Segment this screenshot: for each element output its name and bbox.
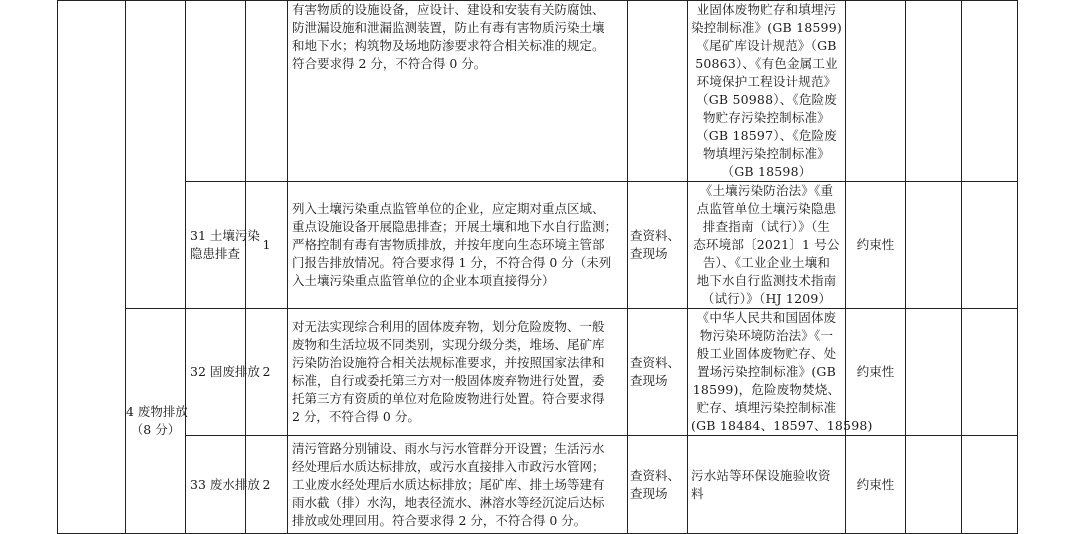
requirement-cell	[288, 1, 628, 182]
blank-cell	[906, 182, 962, 309]
table-row	[58, 182, 1018, 309]
basis-cell	[688, 309, 873, 436]
basis-line: (GB 18484、18597、18598)	[691, 418, 873, 433]
basis-line: 告）、《工业企业土壤和	[702, 255, 831, 270]
item-cell	[186, 182, 260, 309]
blank-cell	[962, 436, 1018, 534]
basis-line: （试行）》（HJ 1209）	[701, 291, 832, 306]
requirement-cell	[288, 182, 628, 309]
category-line: 4 废物排放	[126, 404, 188, 419]
basis-line: 态环境部〔2021〕1 号公	[693, 237, 840, 252]
basis-line: 排查指南（试行）》（生	[702, 219, 831, 234]
basis-line: 点监管单位土壤污染隐患	[696, 201, 837, 216]
requirement-line: 门报告排放情况。符合要求得 1 分，不符合得 0 分（未列	[292, 255, 612, 270]
blank-cell	[906, 436, 962, 534]
requirement-line: 和地下水；构筑物及场地防渗要求符合相关标准的规定。	[292, 38, 605, 53]
requirement-line: 严格控制有毒有害物质排放，并按年度向生态环境主管部	[292, 237, 605, 252]
basis-line: （GB 18597）、《危险废	[696, 128, 837, 143]
basis-line: 业固体废物贮存和填埋污	[696, 2, 837, 17]
method-line: 查资料、	[630, 467, 681, 483]
requirement-line: 有害物质的设施设备，应设计、建设和安装有关防腐蚀、	[292, 2, 605, 17]
blank-cell	[906, 1, 962, 182]
table-row	[58, 309, 1018, 436]
score-cell: 2	[246, 436, 288, 534]
basis-line: 般工业固体废物贮存、处	[696, 346, 837, 361]
requirement-cell	[288, 309, 628, 436]
method-line: 查资料、	[630, 228, 681, 243]
basis-line: （GB 50988）、《危险废	[696, 92, 837, 107]
method-line: 查现场	[630, 373, 668, 388]
nature-cell: 约束性	[846, 436, 906, 534]
blank-cell	[962, 1, 1018, 182]
basis-line: 地下水自行监测技术指南	[696, 273, 837, 288]
category-line: （8 分）	[130, 422, 181, 437]
basis-line: 《中华人民共和国固体废	[696, 310, 837, 325]
method-cell	[628, 182, 688, 309]
requirement-line: 托第三方有资质的单位对危险废物进行处置。符合要求得	[292, 391, 605, 406]
method-cell	[628, 309, 688, 436]
basis-line: 物填埋污染控制标准》	[702, 146, 830, 161]
score-cell: 2	[246, 309, 288, 436]
blank-cell	[126, 1, 186, 309]
item-cell	[186, 436, 260, 534]
basis-line: 料	[691, 485, 704, 501]
basis-line: 《尾矿库设计规范》（GB	[696, 38, 837, 53]
requirement-line: 清污管路分别铺设、雨水与污水管群分开设置；生活污水	[292, 440, 605, 456]
nature-cell: 约束性	[846, 309, 906, 436]
requirement-line: 防泄漏设施和泄漏监测装置，防止有毒有害物质污染土壤	[292, 20, 605, 35]
requirement-line: 入土壤污染重点监管单位的企业本项直接得分）	[292, 273, 555, 288]
basis-line: 贮存、填埋污染控制标准	[696, 400, 837, 415]
basis-line: 环境保护工程设计规范》	[696, 74, 837, 89]
requirement-line: 列入土壤污染重点监管单位的企业，应定期对重点区域、	[292, 201, 605, 216]
requirement-line: 符合要求得 2 分，不符合得 0 分。	[292, 56, 487, 71]
score-cell: 1	[246, 182, 288, 309]
item-line: 31 土壤污染	[190, 228, 260, 243]
table-row	[58, 436, 1018, 534]
blank-cell	[628, 1, 688, 182]
item-line: 32 固废排放	[190, 364, 260, 379]
standards-table	[57, 0, 1018, 534]
basis-line: 物贮存污染控制标准》	[702, 110, 830, 125]
basis-line: 《土壤污染防治法》《重	[699, 183, 834, 198]
basis-line: 染控制标准》(GB 18599)	[691, 20, 842, 35]
requirement-line: 工业废水经处理后水质达标排放；尾矿库、排土场等建有	[292, 476, 605, 492]
method-cell	[628, 436, 688, 534]
blank-cell	[246, 1, 288, 182]
requirement-line: 对无法实现综合利用的固体废弃物，划分危险废物、一般	[292, 319, 605, 334]
requirement-line: 标准，自行或委托第三方对一般固体废弃物进行处置，委	[292, 373, 605, 388]
blank-cell	[58, 1, 126, 534]
blank-cell	[962, 182, 1018, 309]
basis-cell	[688, 182, 846, 309]
blank-cell	[846, 1, 906, 182]
requirement-line: 污染防治设施符合相关法规标准要求，并按照国家法律和	[292, 355, 605, 370]
blank-cell	[962, 309, 1018, 436]
basis-line: 污水站等环保设施验收资	[691, 467, 831, 483]
basis-cell	[688, 1, 846, 182]
basis-line: 置场污染控制标准》(GB	[697, 364, 836, 379]
blank-cell	[906, 309, 962, 436]
table-row	[58, 1, 1018, 182]
requirement-line: 2 分，不符合得 0 分。	[292, 409, 420, 424]
category-cell	[126, 309, 186, 534]
requirement-line: 排放或处理回用。符合要求得 2 分，不符合得 0 分。	[292, 512, 587, 528]
method-line: 查资料、	[630, 355, 681, 370]
item-line: 33 废水排放	[190, 476, 260, 492]
requirement-line: 雨水截（排）水沟，地表径流水、淋溶水等经沉淀后达标	[292, 494, 605, 510]
method-line: 查现场	[630, 246, 668, 261]
requirement-line: 经处理后水质达标排放，或污水直接排入市政污水管网；	[292, 458, 605, 474]
basis-cell	[688, 436, 846, 534]
requirement-line: 重点设施设备开展隐患排查；开展土壤和地下水自行监测；	[292, 219, 618, 234]
basis-line: 50863）、《有色金属工业	[695, 56, 838, 71]
basis-line: （GB 18598）	[721, 164, 812, 179]
item-cell	[186, 309, 260, 436]
basis-line: 物污染环境防治法》《一	[699, 328, 834, 343]
blank-cell	[186, 1, 246, 182]
basis-line: 18599)，危险废物焚烧、	[692, 382, 841, 397]
item-line: 隐患排查	[190, 246, 241, 261]
requirement-cell	[288, 436, 628, 534]
method-line: 查现场	[630, 485, 668, 501]
nature-cell: 约束性	[846, 182, 906, 309]
requirement-line: 废物和生活垃圾不同类别，实现分级分类，堆场、尾矿库	[292, 337, 605, 352]
